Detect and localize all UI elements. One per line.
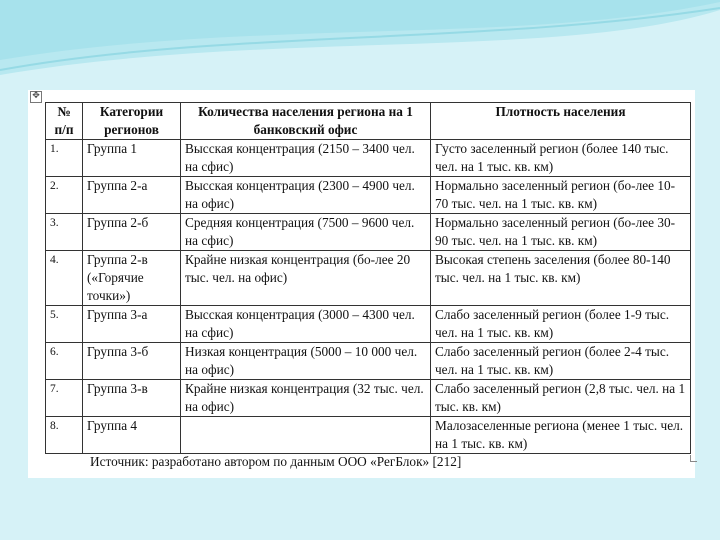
row-category: Группа 2-в («Горячие точки») [83, 251, 181, 306]
row-concentration: Высская концентрация (3000 – 4300 чел. на сфис) [181, 306, 431, 343]
table-row [46, 214, 691, 251]
row-concentration [181, 417, 431, 454]
table-row [46, 177, 691, 214]
row-density: Высокая степень заселения (более 80-140 тыс. чел. на 1 тыс. кв. км) [431, 251, 691, 306]
row-category: Группа 2-а [83, 177, 181, 214]
background-swoosh [0, 0, 720, 90]
row-density: Малозаселенные региона (менее 1 тыс. чел. на 1 тыс. кв. км) [431, 417, 691, 454]
table-row [46, 380, 691, 417]
row-category: Группа 3-б [83, 343, 181, 380]
row-concentration: Крайне низкая концентрация (бо-лее 20 тыс. чел. на офис) [181, 251, 431, 306]
table-row [46, 343, 691, 380]
row-concentration: Высская концентрация (2300 – 4900 чел. на офис) [181, 177, 431, 214]
table-header-row [46, 103, 691, 140]
row-category: Группа 3-в [83, 380, 181, 417]
table-row [46, 251, 691, 306]
row-number: 7. [46, 380, 83, 417]
row-concentration: Средняя концентрация (7500 – 9600 чел. на сфис) [181, 214, 431, 251]
row-density: Слабо заселенный регион (2,8 тыс. чел. на 1 тыс. кв. км) [431, 380, 691, 417]
row-number: 3. [46, 214, 83, 251]
row-concentration: Высская концентрация (2150 – 3400 чел. на сфис) [181, 140, 431, 177]
row-number: 6. [46, 343, 83, 380]
row-number: 4. [46, 251, 83, 306]
row-category: Группа 3-а [83, 306, 181, 343]
header-number: № п/п [46, 103, 83, 140]
table-row [46, 417, 691, 454]
row-density: Густо заселенный регион (более 140 тыс. чел. на 1 тыс. кв. км) [431, 140, 691, 177]
margin-corner-mark [690, 455, 697, 462]
row-category: Группа 1 [83, 140, 181, 177]
row-concentration: Крайне низкая концентрация (32 тыс. чел. на офис) [181, 380, 431, 417]
population-table [45, 102, 691, 454]
header-category: Категории регионов [83, 103, 181, 140]
row-density: Слабо заселенный регион (более 2-4 тыс. чел. на 1 тыс. кв. км) [431, 343, 691, 380]
row-number: 1. [46, 140, 83, 177]
row-density: Слабо заселенный регион (более 1-9 тыс. чел. на 1 тыс. кв. км) [431, 306, 691, 343]
row-number: 5. [46, 306, 83, 343]
row-number: 2. [46, 177, 83, 214]
table-row [46, 140, 691, 177]
row-concentration: Низкая концентрация (5000 – 10 000 чел. на офис) [181, 343, 431, 380]
row-category: Группа 2-б [83, 214, 181, 251]
source-note: Источник: разработано автором по данным ООО «РегБлок» [212] [90, 454, 462, 469]
row-category: Группа 4 [83, 417, 181, 454]
row-density: Нормально заселенный регион (бо-лее 30-90 тыс. чел. на 1 тыс. кв. км) [431, 214, 691, 251]
row-density: Нормально заселенный регион (бо-лее 10-70 тыс. чел. на 1 тыс. кв. км) [431, 177, 691, 214]
header-density: Плотность населения [431, 103, 691, 140]
move-handle-icon[interactable]: ✥ [30, 91, 42, 103]
table-row [46, 306, 691, 343]
row-number: 8. [46, 417, 83, 454]
header-population-per-office: Количества населения региона на 1 банковский офис [181, 103, 431, 140]
